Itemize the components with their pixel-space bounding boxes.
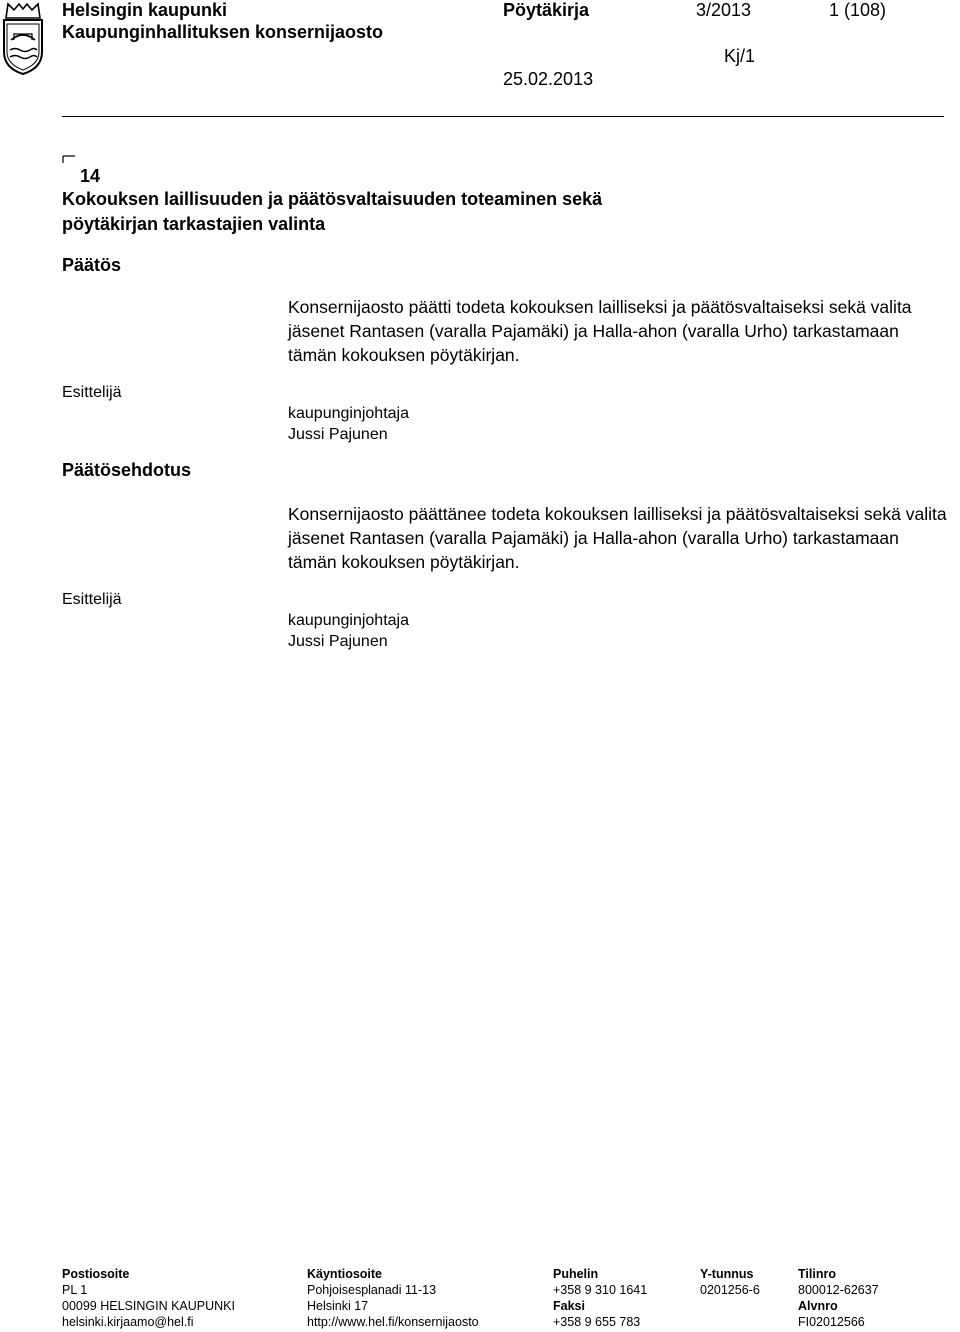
footer-account-heading: Tilinro bbox=[798, 1267, 836, 1281]
proposal-label: Päätösehdotus bbox=[62, 460, 192, 480]
footer-business-id-heading: Y-tunnus bbox=[700, 1267, 754, 1281]
proposal-presenter-name: Jussi Pajunen bbox=[288, 633, 388, 650]
item-title-line1: Kokouksen laillisuuden ja päätösvaltaisuuden toteaminen sekä bbox=[62, 189, 603, 209]
document-marker-icon bbox=[62, 155, 76, 173]
footer-vat-heading: Alvnro bbox=[798, 1299, 838, 1313]
proposal-presenter-label: Esittelijä bbox=[62, 591, 122, 608]
doc-number: 3/2013 bbox=[696, 0, 752, 20]
decision-presenter-label: Esittelijä bbox=[62, 384, 122, 401]
section-code: Kj/1 bbox=[724, 46, 756, 66]
footer-website: http://www.hel.fi/konsernijaosto bbox=[307, 1315, 479, 1329]
footer-fax-value: +358 9 655 783 bbox=[553, 1315, 641, 1329]
footer-visit-heading: Käyntiosoite bbox=[307, 1267, 383, 1281]
decision-text: Konsernijaosto päätti todeta kokouksen lailliseksi ja päätösvaltaiseksi sekä valita jäsenet Rantasen (varalla Pajamäki) ja Halla-ahon (varalla Urho) tarkastamaan tämän kokouksen pöytäkirjan. bbox=[288, 297, 912, 365]
footer-email: helsinki.kirjaamo@hel.fi bbox=[62, 1315, 194, 1329]
page-info: 1 (108) bbox=[829, 0, 887, 20]
item-title-line2: pöytäkirjan tarkastajien valinta bbox=[62, 214, 326, 234]
decision-label: Päätös bbox=[62, 255, 122, 275]
footer-postal-line1: PL 1 bbox=[62, 1283, 88, 1297]
doc-type: Pöytäkirja bbox=[503, 0, 590, 20]
proposal-presenter-title: kaupunginjohtaja bbox=[288, 612, 409, 629]
footer-account-value: 800012-62637 bbox=[798, 1283, 879, 1297]
footer-fax-heading: Faksi bbox=[553, 1299, 585, 1313]
proposal-text: Konsernijaosto päättänee todeta kokouksen lailliseksi ja päätösvaltaiseksi sekä valita jäsenet Rantasen (varalla Pajamäki) ja Halla-ahon (varalla Urho) tarkastamaan tämän kokouksen pöytäkirjan. bbox=[288, 504, 947, 572]
footer-visit-line1: Pohjoisesplanadi 11-13 bbox=[307, 1283, 437, 1297]
header-divider bbox=[62, 116, 944, 117]
item-number: 14 bbox=[80, 166, 101, 186]
footer-phone-value: +358 9 310 1641 bbox=[553, 1283, 648, 1297]
body-name: Kaupunginhallituksen konsernijaosto bbox=[62, 22, 384, 42]
org-name: Helsingin kaupunki bbox=[62, 0, 228, 20]
decision-presenter-name: Jussi Pajunen bbox=[288, 426, 388, 443]
footer-postal-heading: Postiosoite bbox=[62, 1267, 130, 1281]
meeting-date: 25.02.2013 bbox=[503, 69, 594, 89]
footer-business-id-value: 0201256-6 bbox=[700, 1283, 760, 1297]
decision-presenter-title: kaupunginjohtaja bbox=[288, 405, 409, 422]
footer-visit-line2: Helsinki 17 bbox=[307, 1299, 369, 1313]
helsinki-crest-logo bbox=[0, 0, 46, 76]
footer-phone-heading: Puhelin bbox=[553, 1267, 599, 1281]
footer-postal-line2: 00099 HELSINGIN KAUPUNKI bbox=[62, 1299, 235, 1313]
footer-vat-value: FI02012566 bbox=[798, 1315, 865, 1329]
